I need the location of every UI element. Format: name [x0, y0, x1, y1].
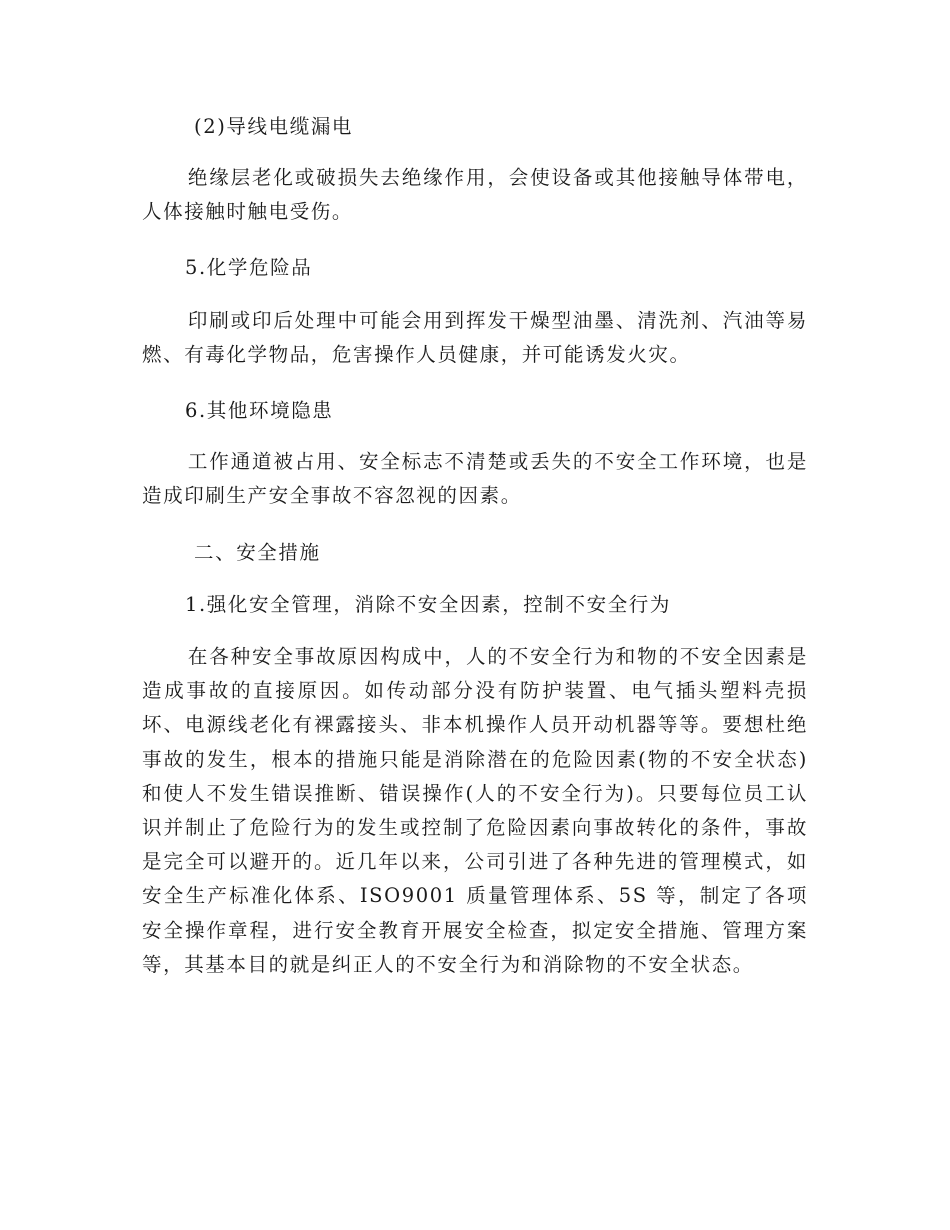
paragraph-chemical-hazards: 印刷或印后处理中可能会用到挥发干燥型油墨、清洗剂、汽油等易燃、有毒化学物品，危害操作人员健康，并可能诱发火灾。 — [142, 309, 808, 367]
paragraph-wire-leakage: 绝缘层老化或破损失去绝缘作用，会使设备或其他接触导体带电，人体接触时触电受伤。 — [142, 166, 808, 224]
chapter-heading-safety-measures: 二、安全措施 — [194, 541, 321, 564]
subsection-heading-wire-leakage: (2)导线电缆漏电 — [194, 115, 354, 138]
section-heading-other-hazards: 6.其他环境隐患 — [185, 399, 334, 422]
paragraph-other-hazards: 工作通道被占用、安全标志不清楚或丢失的不安全工作环境，也是造成印刷生产安全事故不容忽视的因素。 — [142, 450, 808, 508]
section-heading-chemical-hazards: 5.化学危险品 — [185, 256, 313, 279]
section-heading-strengthen-management: 1.强化安全管理，消除不安全因素，控制不安全行为 — [185, 593, 672, 616]
paragraph-strengthen-management: 在各种安全事故原因构成中，人的不安全行为和物的不安全因素是造成事故的直接原因。如传动部分没有防护装置、电气插头塑料壳损坏、电源线老化有裸露接头、非本机操作人员开动机器等等。要想杜绝事故的发生，根本的措施只能是消除潜在的危险因素(物的不安全状态)和使人不发生错误推断、错误操作(人的不安全行为)。只要每位员工认识并制止了危险行为的发生或控制了危险因素向事故转化的条件，事故是完全可以避开的。近几年以来，公司引进了各种先进的管理模式，如安全生产标准化体系、ISO9001 质量管理体系、5S 等，制定了各项安全操作章程，进行安全教育开展安全检查，拟定安全措施、管理方案等，其基本目的就是纠正人的不安全行为和消除物的不安全状态。 — [142, 645, 808, 976]
